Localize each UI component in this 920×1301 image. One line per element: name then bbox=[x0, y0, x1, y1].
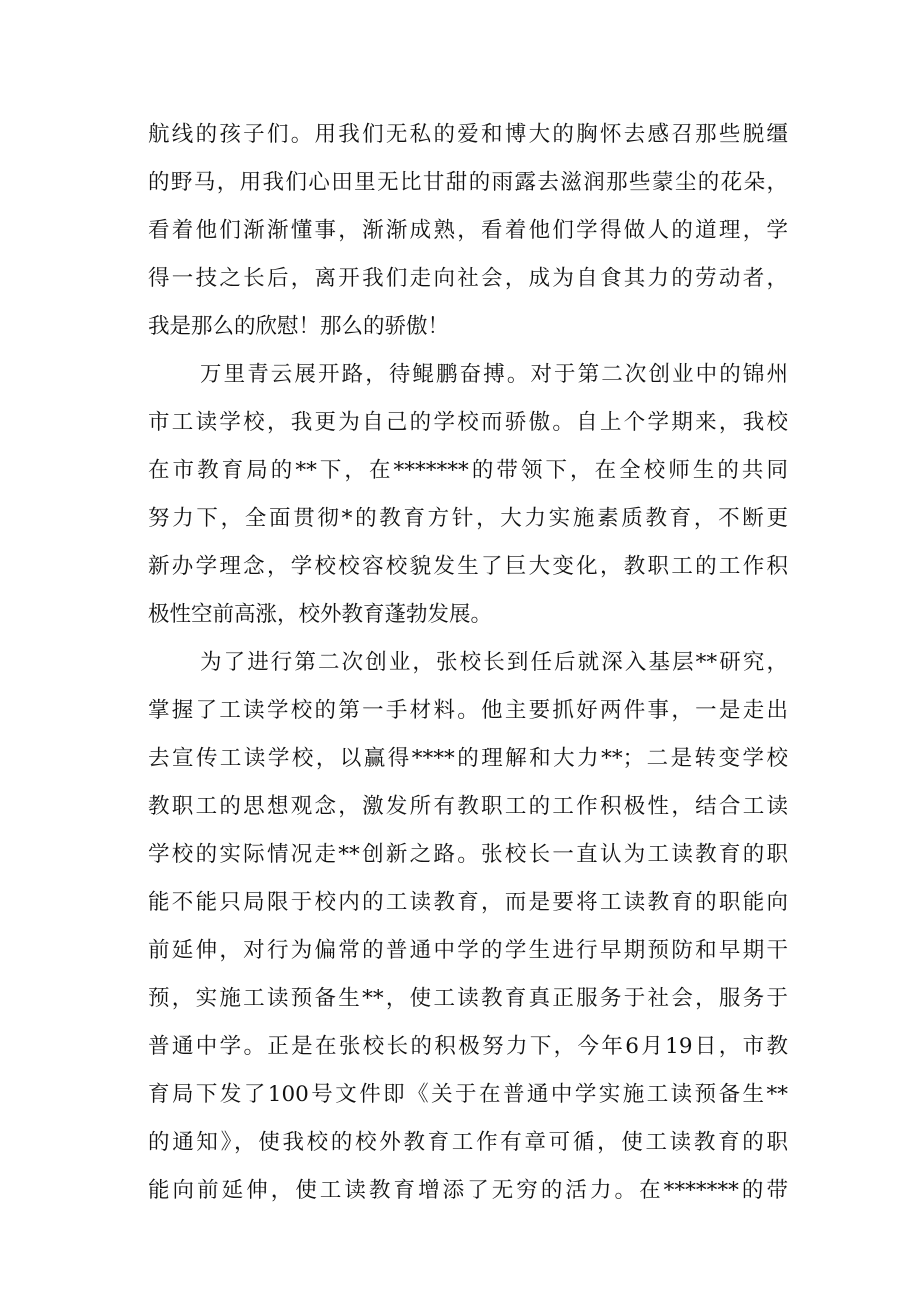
text-line-7: 市工读学校，我更为自己的学校而骄傲。自上个学期来，我校 bbox=[148, 410, 788, 435]
text-line-23: 能向前延伸，使工读教育增添了无穷的活力。在*******的带 bbox=[148, 1178, 788, 1203]
text-line-18: 前延伸，对行为偏常的普通中学的学生进行早期预防和早期干 bbox=[148, 938, 788, 963]
text-line-8: 在市教育局的**下，在*******的带领下，在全校师生的共同 bbox=[148, 458, 788, 483]
text-line-14: 去宣传工读学校，以赢得****的理解和大力**；二是转变学校 bbox=[148, 746, 788, 771]
text-line-17: 能不能只局限于校内的工读教育，而是要将工读教育的职能向 bbox=[148, 890, 788, 915]
text-line-15: 教职工的思想观念，激发所有教职工的工作积极性，结合工读 bbox=[148, 794, 788, 819]
text-line-20: 普通中学。正是在张校长的积极努力下，今年6月19日，市教 bbox=[148, 1034, 788, 1059]
text-line-2: 的野马，用我们心田里无比甘甜的雨露去滋润那些蒙尘的花朵， bbox=[148, 170, 788, 195]
text-line-10: 新办学理念，学校校容校貌发生了巨大变化，教职工的工作积 bbox=[148, 554, 788, 579]
text-line-13: 掌握了工读学校的第一手材料。他主要抓好两件事，一是走出 bbox=[148, 698, 788, 723]
text-line-12: 为了进行第二次创业，张校长到任后就深入基层**研究， bbox=[200, 650, 788, 675]
text-line-3: 看着他们渐渐懂事，渐渐成熟，看着他们学得做人的道理，学 bbox=[148, 218, 788, 243]
text-line-21: 育局下发了100号文件即《关于在普通中学实施工读预备生** bbox=[148, 1082, 788, 1107]
text-line-5: 我是那么的欣慰！那么的骄傲！ bbox=[148, 314, 450, 339]
text-line-16: 学校的实际情况走**创新之路。张校长一直认为工读教育的职 bbox=[148, 842, 788, 867]
text-line-22: 的通知》，使我校的校外教育工作有章可循，使工读教育的职 bbox=[148, 1130, 788, 1155]
text-line-19: 预，实施工读预备生**，使工读教育真正服务于社会，服务于 bbox=[148, 986, 788, 1011]
text-line-6: 万里青云展开路，待鲲鹏奋搏。对于第二次创业中的锦州 bbox=[200, 362, 788, 387]
text-line-9: 努力下，全面贯彻*的教育方针，大力实施素质教育，不断更 bbox=[148, 506, 788, 531]
text-line-1: 航线的孩子们。用我们无私的爱和博大的胸怀去感召那些脱缰 bbox=[148, 122, 788, 147]
text-line-4: 得一技之长后，离开我们走向社会，成为自食其力的劳动者， bbox=[148, 266, 788, 291]
text-line-11: 极性空前高涨，校外教育蓬勃发展。 bbox=[148, 602, 493, 627]
